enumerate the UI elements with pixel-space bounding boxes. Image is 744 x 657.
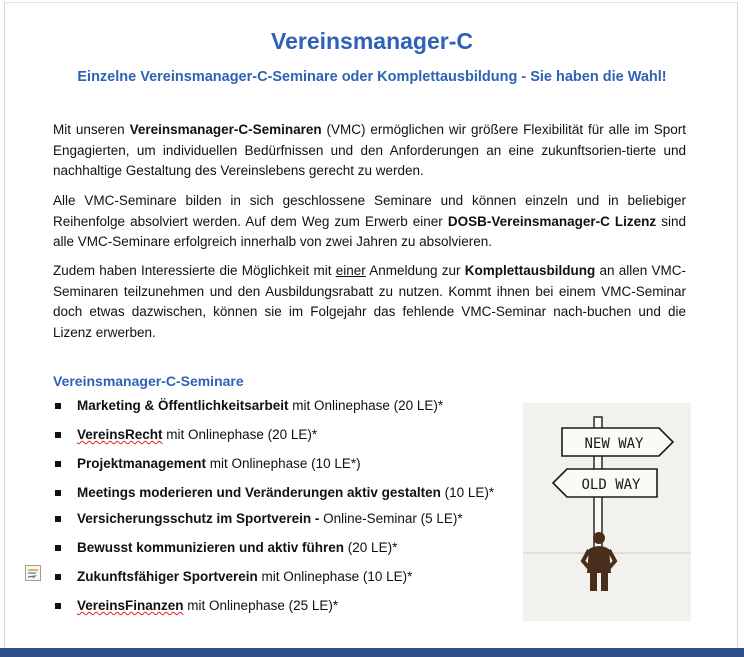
signpost-illustration <box>523 403 691 621</box>
bullet-icon <box>55 432 61 438</box>
bullet-icon <box>55 574 61 580</box>
list-item: Bewusst kommunizieren und aktiv führen (20 LE)* <box>53 539 503 556</box>
bullet-icon <box>55 603 61 609</box>
list-item: Zukunftsfähiger Sportverein mit Onlinephase (10 LE)* <box>53 568 503 585</box>
seminar-list <box>53 397 503 614</box>
intro-paragraph: Mit unseren Vereinsmanager-C-Seminaren (VMC) ermöglichen wir größere Flexibilität für alle im Sport Engagierten, um individuellen Bedürfnissen und den Anforderungen an eine zukunftsorien-tierte und nachhaltige Gestaltung des Vereinslebens gerecht zu werden. <box>53 122 686 178</box>
list-item: Projektmanagement mit Onlinephase (10 LE*) <box>53 455 503 472</box>
list-item: Meetings moderieren und Veränderungen aktiv gestalten (10 LE)* <box>53 484 503 501</box>
page-subtitle: Einzelne Vereinsmanager-C-Seminare oder Komplettausbildung - Sie haben die Wahl! <box>77 69 667 85</box>
bottom-bar <box>0 648 744 657</box>
old-way-label: OLD WAY <box>581 477 641 493</box>
bullet-icon <box>55 403 61 409</box>
complete-training-paragraph: Zudem haben Interessierte die Möglichkeit mit einer Anmeldung zur Komplettausbildung an allen VMC-Seminaren teilzunehmen und den Ausbildungsrabatt zu nutzen. Kommt ihnen bei einem VMC-Seminar doch etwas dazwischen, können sie im Folgejahr das fehlende VMC-Seminar nach-buchen und die Lizenz erwerben. <box>53 263 686 340</box>
seminar-info-paragraph: Alle VMC-Seminare bilden in sich geschlossene Seminare und können einzeln und in beliebiger Reihenfolge absolviert werden. Auf dem Weg zum Erwerb einer DOSB-Vereinsmanager-C Lizenz sind alle VMC-Seminare erfolgreich innerhalb von zwei Jahren zu absolvieren. <box>53 193 686 249</box>
bullet-icon <box>55 461 61 467</box>
list-item: Marketing & Öffentlichkeitsarbeit mit Onlinephase (20 LE)* <box>53 397 503 414</box>
list-item: VereinsRecht mit Onlinephase (20 LE)* <box>53 426 503 443</box>
new-way-label: NEW WAY <box>584 436 644 452</box>
bullet-icon <box>55 545 61 551</box>
bullet-icon <box>55 490 61 496</box>
seminars-heading: Vereinsmanager-C-Seminare <box>53 373 244 389</box>
list-item: VereinsFinanzen mit Onlinephase (25 LE)* <box>53 597 503 614</box>
comment-note-icon[interactable] <box>25 565 41 581</box>
page-title: Vereinsmanager-C <box>271 28 473 54</box>
list-item: Versicherungsschutz im Sportverein - Online-Seminar (5 LE)* <box>53 510 503 527</box>
bullet-icon <box>55 516 61 522</box>
